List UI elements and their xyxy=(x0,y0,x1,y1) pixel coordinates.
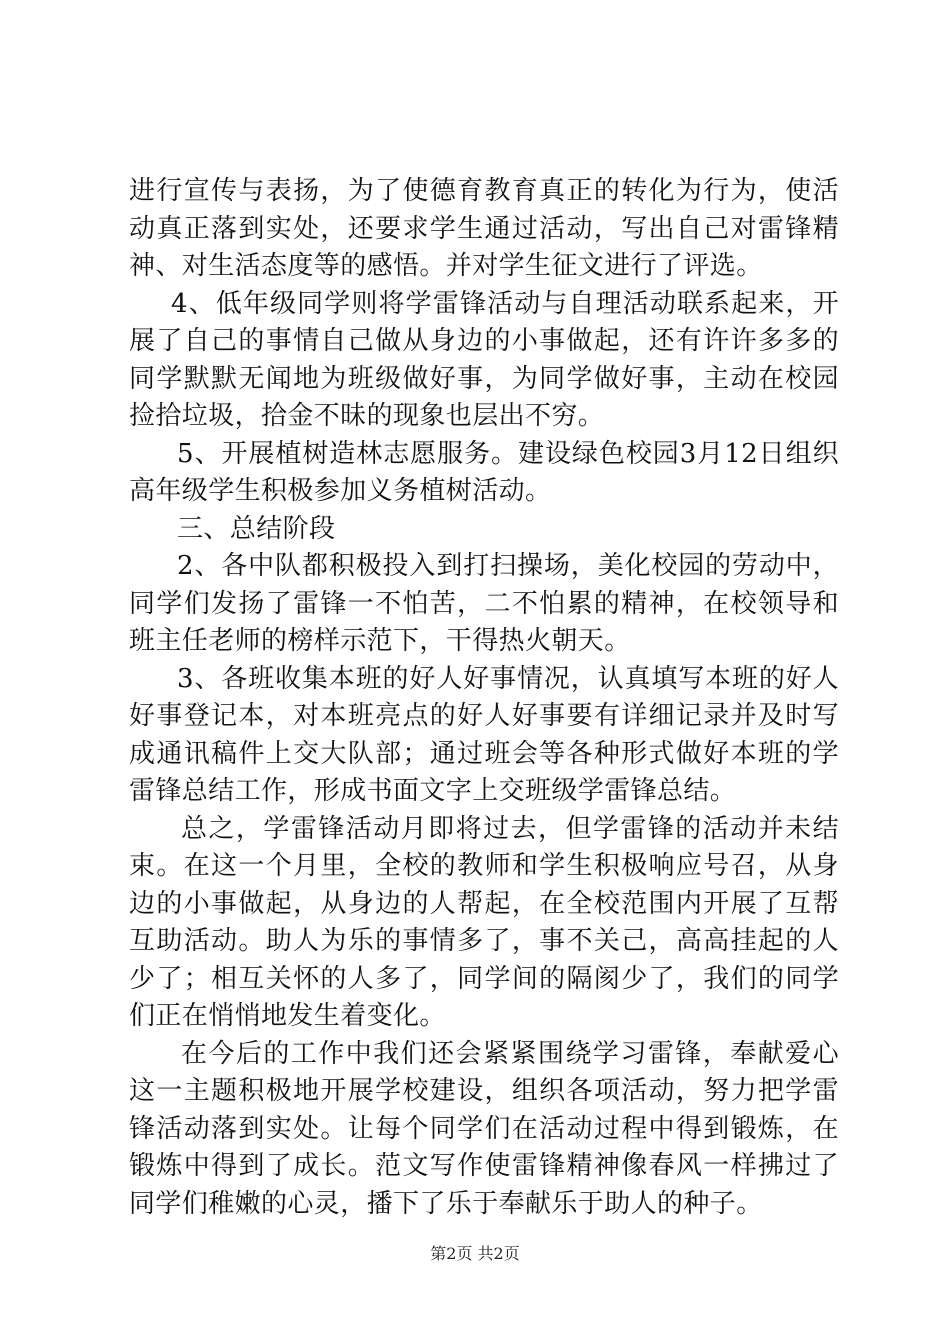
paragraph-6: 总之，学雷锋活动月即将过去，但学雷锋的活动并未结束。在这一个月里，全校的教师和学生积极响应号召，从身边的小事做起，从身边的人帮起，在全校范围内开展了互帮互助活动。助人为乐的事情多了，事不关己，高高挂起的人少了；相互关怀的人多了，同学间的隔阂少了，我们的同学们正在悄悄地发生着变化。 xyxy=(129,813,839,1031)
paragraph-3: 5、开展植树造林志愿服务。建设绿色校园3月12日组织高年级学生积极参加义务植树活动。 xyxy=(129,438,839,506)
page-number-footer: 第2页 共2页 xyxy=(430,1244,520,1263)
section-heading: 三、总结阶段 xyxy=(177,513,336,544)
paragraph-2: 4、低年级同学则将学雷锋活动与自理活动联系起来，开展了自己的事情自己做从身边的小事做起，还有许许多多的同学默默无闻地为班级做好事，为同学做好事，主动在校园捡拾垃圾，拾金不昧的现象也层出不穷。 xyxy=(129,288,839,431)
paragraph-1: 进行宣传与表扬，为了使德育教育真正的转化为行为，使活动真正落到实处，还要求学生通过活动，写出自己对雷锋精神、对生活态度等的感悟。并对学生征文进行了评选。 xyxy=(129,176,839,281)
document-body xyxy=(129,173,839,1223)
paragraph-4: 2、各中队都积极投入到打扫操场，美化校园的劳动中，同学们发扬了雷锋一不怕苦，二不怕累的精神，在校领导和班主任老师的榜样示范下，干得热火朝天。 xyxy=(129,551,839,656)
paragraph-7: 在今后的工作中我们还会紧紧围绕学习雷锋，奉献爱心这一主题积极地开展学校建设，组织各项活动，努力把学雷锋活动落到实处。让每个同学们在活动过程中得到锻炼，在锻炼中得到了成长。范文写作使雷锋精神像春风一样拂过了同学们稚嫩的心灵，播下了乐于奉献乐于助人的种子。 xyxy=(129,1038,839,1219)
paragraph-5: 3、各班收集本班的好人好事情况，认真填写本班的好人好事登记本，对本班亮点的好人好事要有详细记录并及时写成通讯稿件上交大队部；通过班会等各种形式做好本班的学雷锋总结工作，形成书面文字上交班级学雷锋总结。 xyxy=(129,663,839,806)
